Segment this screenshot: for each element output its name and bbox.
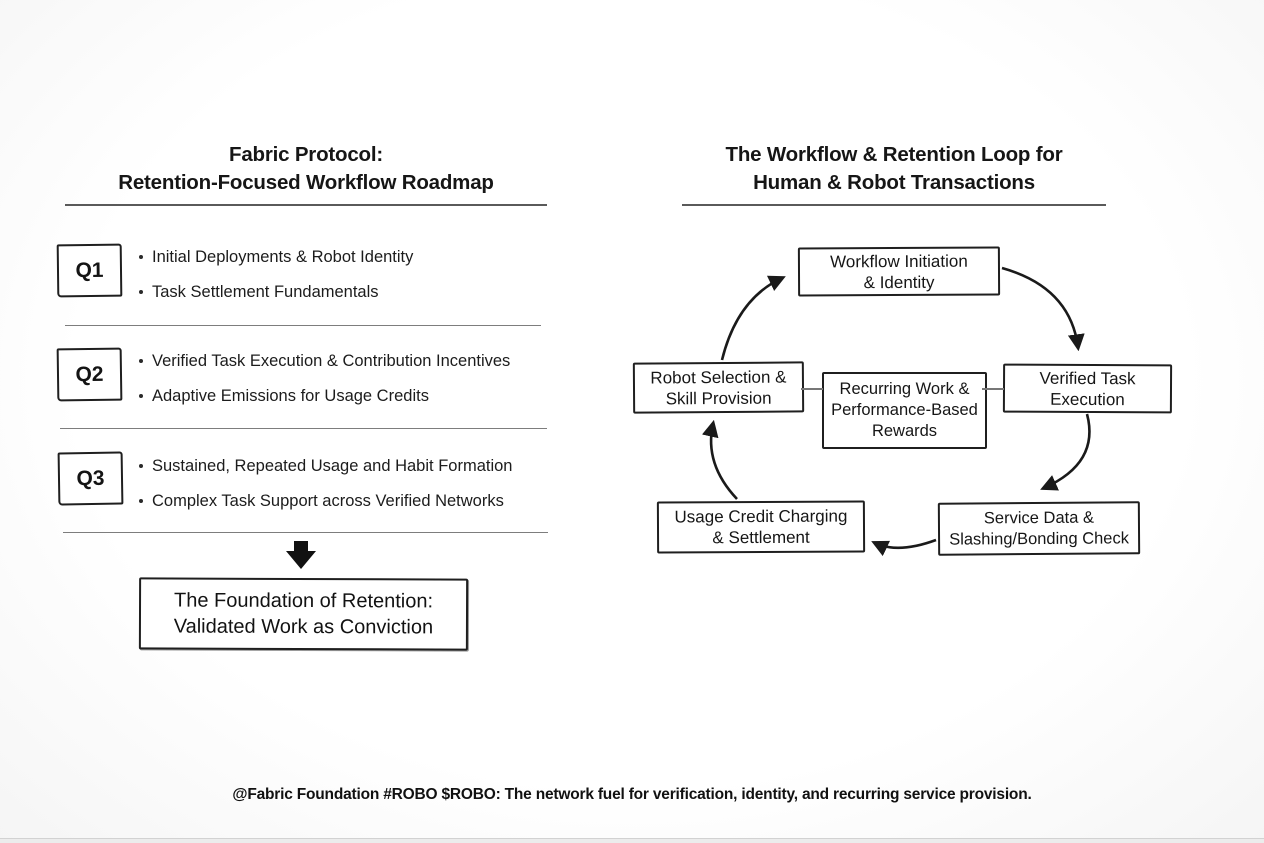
node-robot-selection [633, 361, 804, 413]
bullet-text: Initial Deployments & Robot Identity [152, 247, 414, 266]
right-title-underline [682, 204, 1106, 206]
node-verified-task-execution [1003, 364, 1172, 414]
right-title-line2: Human & Robot Transactions [753, 171, 1035, 194]
bullet-text: Adaptive Emissions for Usage Credits [152, 386, 429, 405]
node-text: Service Data & [983, 508, 1095, 527]
bullet-dot-icon [139, 255, 143, 259]
quarter-box-q3 [58, 451, 124, 505]
bullet-dot-icon [139, 394, 143, 398]
arrow-execution-to-servicedata [1044, 414, 1089, 488]
node-text: Verified Task [1039, 368, 1136, 388]
node-usage-credit [657, 500, 865, 553]
quarter-label-q2: Q2 [75, 362, 104, 386]
node-text: & Identity [863, 272, 935, 292]
left-panel-title [65, 141, 547, 197]
left-title-underline [65, 204, 547, 206]
bullet-text: Task Settlement Fundamentals [152, 282, 379, 301]
node-text: Performance-Based [831, 401, 978, 419]
node-text: Recurring Work & [839, 380, 970, 398]
node-text: Rewards [871, 422, 938, 440]
bullet-dot-icon [139, 290, 143, 294]
bullet-text: Complex Task Support across Verified Networks [152, 491, 504, 510]
bullet-dot-icon [139, 464, 143, 468]
right-panel-title [682, 141, 1106, 197]
quarter-box-q1 [57, 244, 123, 298]
left-title-line2: Retention-Focused Workflow Roadmap [118, 171, 494, 194]
foundation-line1: The Foundation of Retention: [173, 589, 434, 613]
node-text: Usage Credit Charging [674, 506, 848, 527]
quarter-box-q2 [57, 348, 123, 402]
node-recurring-rewards [822, 372, 987, 449]
arrow-robotselection-to-initiation [722, 278, 782, 360]
bullet-text: Sustained, Repeated Usage and Habit Formation [152, 456, 513, 475]
bullet-item [139, 350, 510, 372]
bullet-item [139, 246, 413, 268]
node-workflow-initiation [798, 246, 1000, 296]
node-text: Workflow Initiation [830, 251, 968, 271]
bullet-item [139, 385, 429, 407]
quarter-label-q3: Q3 [76, 466, 105, 490]
bullet-item [139, 490, 504, 512]
bullet-dot-icon [139, 359, 143, 363]
left-title-line1: Fabric Protocol: [229, 143, 383, 166]
arrow-usagecredit-to-robotselection [711, 424, 737, 499]
node-service-data [938, 501, 1140, 555]
divider-line [65, 325, 541, 326]
node-text: Skill Provision [665, 388, 772, 408]
node-text: Slashing/Bonding Check [949, 528, 1130, 549]
divider-line [60, 428, 547, 429]
bullet-item [139, 455, 512, 477]
bullet-text: Verified Task Execution & Contribution Incentives [152, 351, 511, 370]
bottom-edge-strip [0, 838, 1264, 843]
divider-line [63, 532, 548, 533]
right-title-line1: The Workflow & Retention Loop for [725, 143, 1063, 166]
quarter-label-q1: Q1 [75, 258, 104, 282]
footer-caption: @Fabric Foundation #ROBO $ROBO: The network fuel for verification, identity, and recurring service provision. [232, 786, 1032, 803]
foundation-line2: Validated Work as Conviction [173, 615, 434, 639]
node-text: Robot Selection & [650, 367, 787, 387]
bullet-item [139, 281, 379, 303]
node-text: Execution [1050, 389, 1125, 409]
bullet-dot-icon [139, 499, 143, 503]
arrow-initiation-to-execution [1002, 268, 1078, 347]
node-text: & Settlement [712, 527, 810, 548]
arrow-servicedata-to-usagecredit [875, 540, 936, 548]
foundation-box [139, 577, 468, 650]
block-down-arrow-icon [286, 541, 316, 569]
